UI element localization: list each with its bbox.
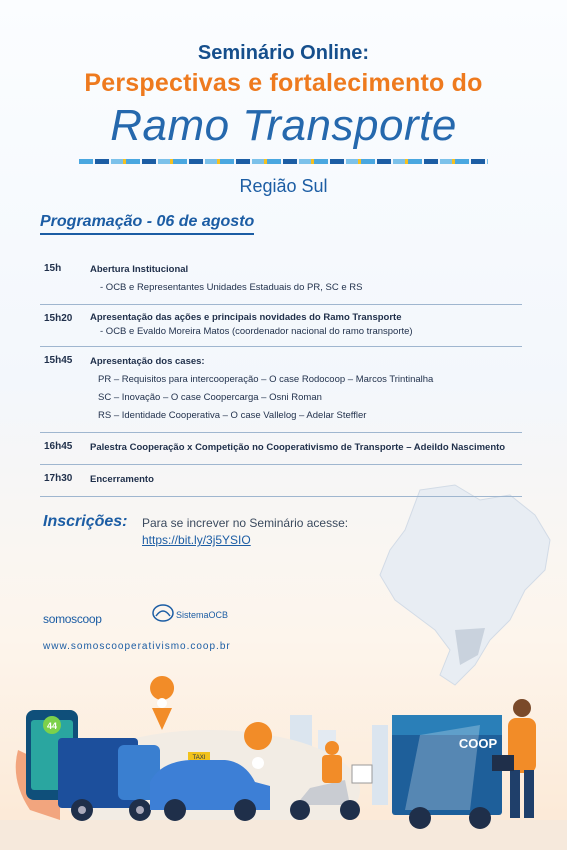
seminar-title: Ramo Transporte [110, 101, 457, 150]
registration-label: Inscrições: [43, 513, 128, 530]
case-item: PR – Requisitos para intercooperação – O case Rodocoop – Marcos Trintinalha [98, 374, 434, 385]
schedule-title: Encerramento [90, 474, 154, 485]
schedule-detail: - OCB e Representantes Unidades Estaduais do PR, SC e RS [100, 282, 363, 293]
schedule-title: Palestra Cooperação x Competição no Cooperativismo de Transporte – Adeildo Nascimento [90, 442, 506, 453]
region-label: Região Sul [239, 176, 328, 196]
taxi-sign-text: TAXI [192, 755, 206, 761]
schedule-row [40, 465, 522, 497]
schedule-row [40, 305, 522, 347]
brazil-map-watermark [360, 480, 560, 700]
schedule-row [40, 433, 522, 465]
website-link[interactable]: www.somoscooperativismo.coop.br [43, 641, 231, 652]
decorative-stripe [79, 159, 488, 164]
program-heading: Programação - 06 de agosto [40, 213, 254, 235]
schedule-time: 15h45 [44, 355, 73, 366]
registration-text: Para se increver no Seminário acesse: [142, 516, 349, 530]
seminar-subtitle: Perspectivas e fortalecimento do [84, 69, 483, 97]
location-pin-icon [244, 722, 272, 750]
transport-illustration [0, 670, 567, 850]
schedule-row [40, 347, 522, 433]
schedule-time: 15h [44, 263, 62, 274]
seminar-label: Seminário Online: [197, 42, 370, 64]
schedule-detail: - OCB e Evaldo Moreira Matos (coordenador nacional do ramo transporte) [100, 326, 413, 337]
schedule-title: Apresentação dos cases: [90, 356, 205, 367]
location-pin-icon [150, 676, 174, 700]
sistema-ocb-text: SistemaOCB [176, 610, 229, 620]
schedule-time: 17h30 [44, 473, 73, 484]
sistema-ocb-logo [152, 604, 229, 627]
ocb-emblem-icon [152, 604, 174, 622]
registration-link[interactable]: https://bit.ly/3j5YSIO [142, 533, 251, 547]
schedule-title: Abertura Institucional [90, 264, 189, 275]
schedule-title: Apresentação das ações e principais novidades do Ramo Transporte [90, 312, 402, 323]
case-item: SC – Inovação – O case Coopercarga – Osni Roman [98, 392, 322, 403]
schedule-row [40, 255, 522, 305]
phone-badge-text: 44 [46, 721, 58, 731]
person-icon [513, 699, 531, 717]
somoscoop-logo: somoscoop [43, 612, 102, 626]
schedule-time: 15h20 [44, 313, 73, 324]
case-item: RS – Identidade Cooperativa – O case Vallelog – Adelar Steffler [98, 410, 367, 421]
truck-label: COOP [458, 736, 498, 751]
schedule-table [40, 255, 522, 497]
schedule-time: 16h45 [44, 441, 73, 452]
